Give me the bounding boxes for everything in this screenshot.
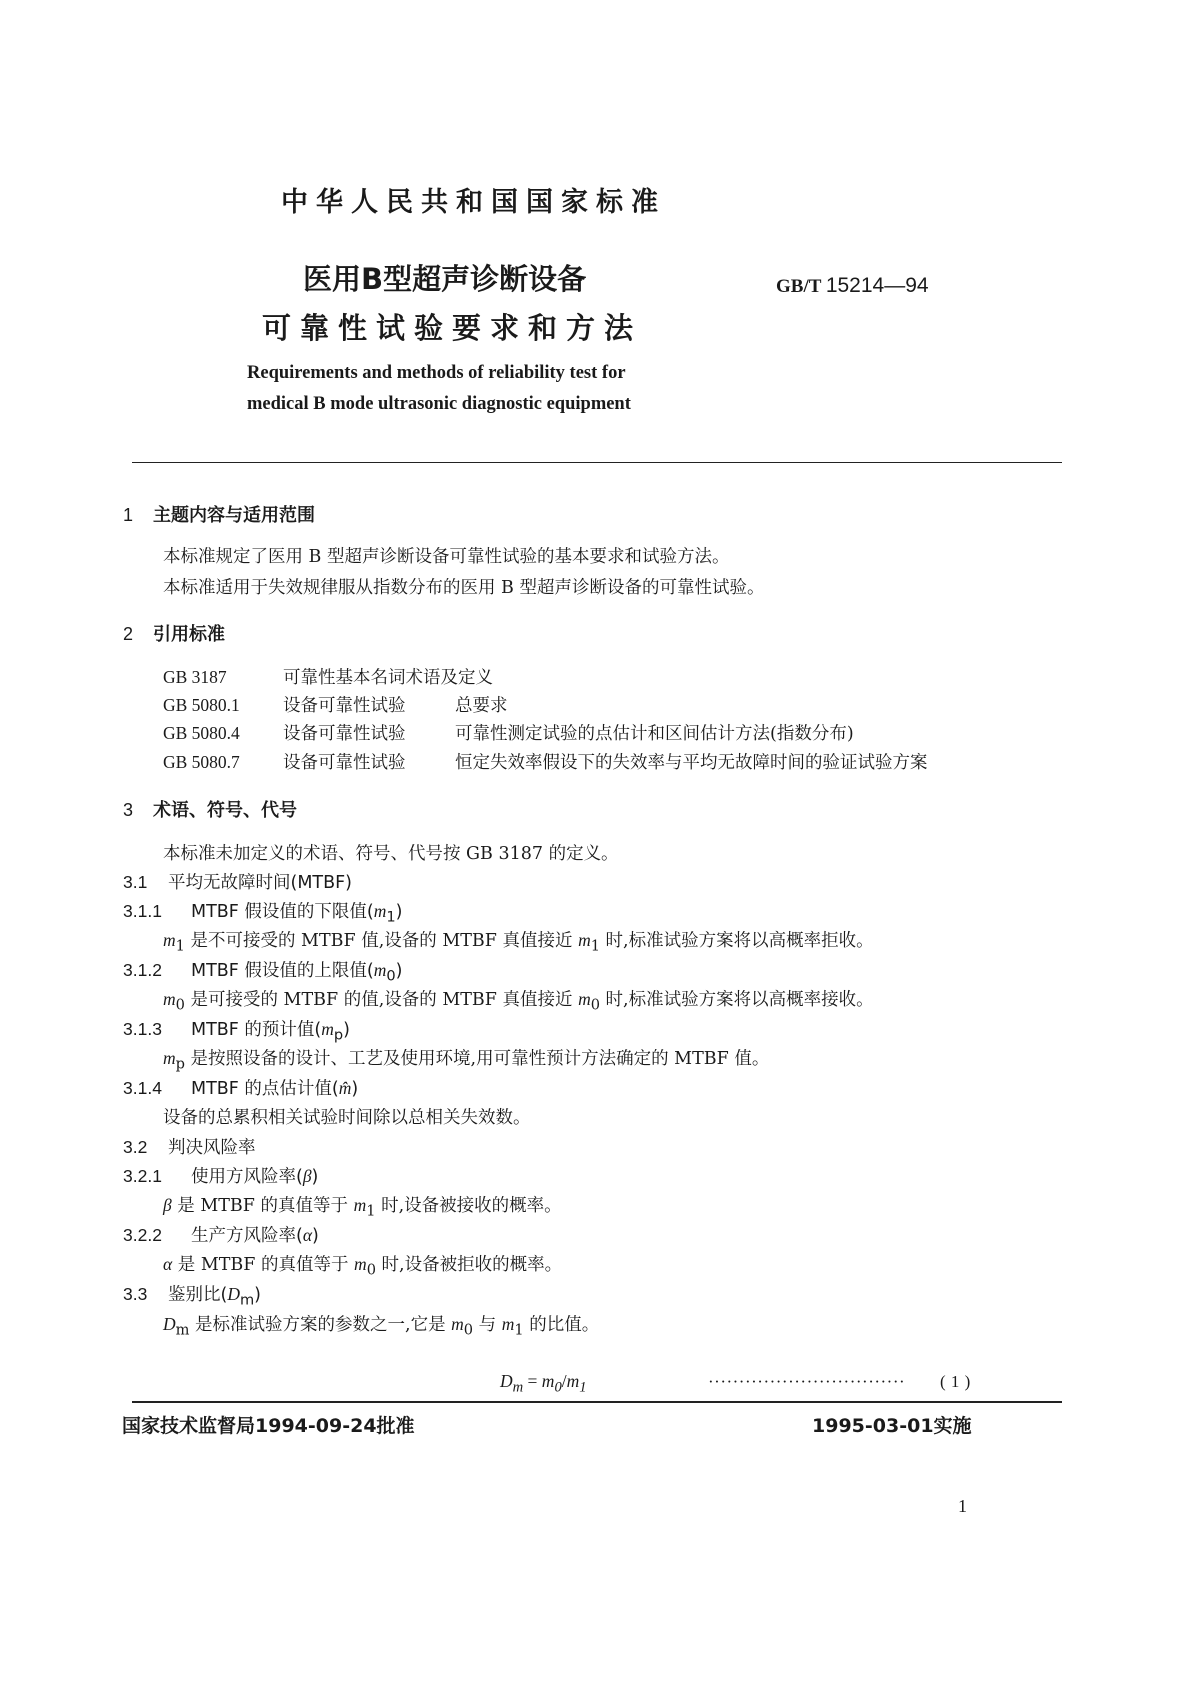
subsection-3-1-3-body [163, 1045, 769, 1073]
symbol: m [578, 989, 591, 1009]
subsection-number: 3.1 [123, 872, 148, 892]
subsection-number: 3.1.3 [123, 1019, 162, 1039]
subsection-title: MTBF 假设值的上限值( [191, 961, 374, 981]
subsection-3-1-4-body: 设备的总累积相关试验时间除以总相关失效数。 [163, 1108, 531, 1128]
reference-title: 设备可靠性试验 [283, 696, 406, 716]
paren: ) [351, 1079, 359, 1099]
subsection-3-1-4 [123, 1075, 358, 1100]
symbol: m [321, 1019, 334, 1039]
formula-operator: / [561, 1371, 567, 1391]
subsection-number: 3.1.4 [123, 1078, 162, 1098]
reference-row [163, 664, 493, 689]
formula-subscript: 1 [579, 1379, 587, 1396]
section-2-heading [123, 620, 225, 646]
subsection-number: 3.1.2 [123, 960, 162, 980]
subsection-3-1 [123, 869, 352, 894]
subsection-title: MTBF 的点估计值( [191, 1079, 339, 1099]
reference-subtitle: 恒定失效率假设下的失效率与平均无故障时间的验证试验方案 [455, 753, 928, 773]
body-text: 时,标准试验方案将以高概率接收。 [599, 990, 874, 1010]
subsection-3-2-1 [123, 1163, 318, 1188]
subsection-3-2 [123, 1134, 256, 1159]
symbol: m [163, 989, 176, 1009]
symbol: m̂ [338, 1078, 352, 1098]
reference-subtitle: 可靠性测定试验的点估计和区间估计方法(指数分布) [455, 724, 854, 744]
symbol-subscript: 0 [590, 996, 600, 1014]
english-title-line2: medical B mode ultrasonic diagnostic equipment [247, 394, 631, 414]
document-title-line1: 医用B型超声诊断设备 [303, 262, 587, 296]
subsection-number: 3.2.2 [123, 1225, 162, 1245]
formula-equation-number: ( 1 ) [940, 1372, 971, 1391]
symbol: m [501, 1314, 515, 1334]
subsection-3-1-1 [123, 898, 403, 926]
reference-title: 设备可靠性试验 [283, 753, 406, 773]
footer-divider [132, 1401, 1062, 1403]
section-3-heading [123, 796, 297, 822]
body-text: 是 MTBF 的真值等于 [172, 1255, 355, 1275]
symbol: α [302, 1225, 313, 1245]
section-number: 1 [123, 505, 134, 525]
reference-code: GB 3187 [163, 667, 227, 687]
reference-title: 可靠性基本名词术语及定义 [283, 668, 493, 688]
reference-row [163, 720, 854, 745]
symbol-subscript: 0 [463, 1321, 474, 1339]
subsection-3-3-body [163, 1311, 599, 1339]
formula-symbol: D [500, 1371, 513, 1391]
section-number: 3 [123, 800, 134, 820]
subsection-3-2-1-body [163, 1192, 562, 1220]
body-text: 是可接受的 MTBF 的值,设备的 MTBF 真值接近 [184, 990, 579, 1010]
symbol: α [163, 1254, 173, 1274]
document-title-line2: 可靠性试验要求和方法 [262, 311, 643, 345]
symbol: m [373, 960, 387, 980]
body-text: 是按照设备的设计、工艺及使用环境,用可靠性预计方法确定的 MTBF 值。 [184, 1049, 770, 1069]
symbol-subscript: 0 [175, 996, 185, 1014]
section-title: 引用标准 [153, 624, 225, 645]
symbol-subscript: 0 [386, 967, 396, 985]
reference-row [163, 692, 508, 717]
body-text: 是不可接受的 MTBF 值,设备的 MTBF 真值接近 [184, 931, 579, 951]
reference-title: 设备可靠性试验 [283, 724, 406, 744]
symbol: β [163, 1195, 172, 1215]
subsection-title: MTBF 假设值的下限值( [191, 902, 374, 922]
subsection-title: 判决风险率 [168, 1138, 256, 1158]
symbol-subscript: 1 [175, 937, 185, 955]
symbol: m [353, 1195, 367, 1215]
national-standard-heading: 中华人民共和国国家标准 [281, 187, 666, 218]
symbol-subscript: p [333, 1026, 344, 1044]
formula-dm [500, 1371, 587, 1397]
paren: ) [254, 1285, 261, 1305]
symbol: m [354, 1254, 367, 1274]
formula-subscript: m [512, 1379, 524, 1396]
reference-row [163, 749, 928, 774]
paren: ) [312, 1226, 319, 1246]
standard-code-prefix: GB/T [776, 276, 822, 297]
section-title: 术语、符号、代号 [153, 800, 297, 821]
english-title-line1: Requirements and methods of reliability test for [247, 363, 626, 383]
effective-date-line: 1995-03-01实施 [812, 1415, 972, 1437]
section-1-para2: 本标准适用于失效规律服从指数分布的医用 B 型超声诊断设备的可靠性试验。 [163, 578, 765, 598]
body-text: 时,标准试验方案将以高概率拒收。 [599, 931, 874, 951]
body-text: 与 [473, 1315, 502, 1335]
symbol: β [302, 1166, 312, 1186]
formula-operator: = [523, 1371, 542, 1391]
symbol: D [227, 1284, 240, 1304]
approval-line: 国家技术监督局1994-09-24批准 [122, 1415, 415, 1437]
reference-subtitle: 总要求 [455, 696, 508, 716]
symbol: m [163, 930, 176, 950]
body-text: 时,设备被拒收的概率。 [375, 1255, 563, 1275]
reference-code: GB 5080.7 [163, 752, 240, 772]
subsection-3-1-1-body [163, 927, 874, 955]
section-3-intro: 本标准未加定义的术语、符号、代号按 GB 3187 的定义。 [163, 844, 619, 864]
body-text: 的比值。 [523, 1315, 600, 1335]
symbol-subscript: 1 [590, 937, 600, 955]
page-number: 1 [958, 1496, 967, 1516]
subsection-title: 使用方风险率( [191, 1167, 303, 1187]
paren: ) [343, 1020, 350, 1040]
formula-symbol: m [566, 1371, 580, 1391]
body-text: 是标准试验方案的参数之一,它是 [189, 1315, 452, 1335]
standard-code-number: 15214—94 [825, 274, 929, 297]
symbol-subscript: 1 [514, 1321, 524, 1339]
symbol: m [451, 1314, 464, 1334]
header-divider [132, 462, 1062, 463]
section-1-para1: 本标准规定了医用 B 型超声诊断设备可靠性试验的基本要求和试验方法。 [163, 547, 730, 567]
paren: ) [311, 1167, 319, 1187]
section-1-heading [123, 501, 315, 527]
body-text: 是 MTBF 的真值等于 [171, 1196, 354, 1216]
formula-subscript: 0 [554, 1379, 562, 1396]
section-title: 主题内容与适用范围 [153, 505, 315, 526]
section-number: 2 [123, 624, 134, 644]
subsection-3-3 [123, 1281, 261, 1309]
symbol-subscript: p [175, 1055, 185, 1073]
subsection-number: 3.1.1 [123, 901, 162, 921]
subsection-title: 生产方风险率( [191, 1226, 303, 1246]
subsection-number: 3.3 [123, 1284, 148, 1304]
subsection-3-1-2 [123, 957, 403, 985]
subsection-title: 平均无故障时间(MTBF) [168, 873, 353, 893]
body-text: 时,设备被接收的概率。 [375, 1196, 562, 1216]
symbol-subscript: 1 [366, 1202, 376, 1220]
reference-code: GB 5080.1 [163, 695, 240, 715]
paren: ) [395, 902, 403, 922]
reference-code: GB 5080.4 [163, 723, 240, 743]
subsection-title: MTBF 的预计值( [191, 1020, 322, 1040]
symbol-subscript: 0 [366, 1261, 376, 1279]
subsection-3-2-2 [123, 1222, 319, 1247]
symbol-subscript: m [175, 1321, 190, 1339]
paren: ) [395, 961, 403, 981]
symbol-subscript: m [239, 1291, 255, 1309]
subsection-title: 鉴别比( [168, 1285, 228, 1305]
subsection-number: 3.2.1 [123, 1166, 162, 1186]
formula-symbol: m [541, 1371, 555, 1391]
standard-code [776, 274, 929, 298]
symbol: D [163, 1314, 176, 1334]
formula-leader-dots: ································ [708, 1372, 906, 1391]
subsection-number: 3.2 [123, 1137, 148, 1157]
symbol-subscript: 1 [386, 908, 396, 926]
symbol: m [163, 1048, 176, 1068]
subsection-3-1-3 [123, 1016, 350, 1044]
subsection-3-1-2-body [163, 986, 874, 1014]
symbol: m [373, 901, 387, 921]
symbol: m [578, 930, 591, 950]
subsection-3-2-2-body [163, 1251, 562, 1279]
